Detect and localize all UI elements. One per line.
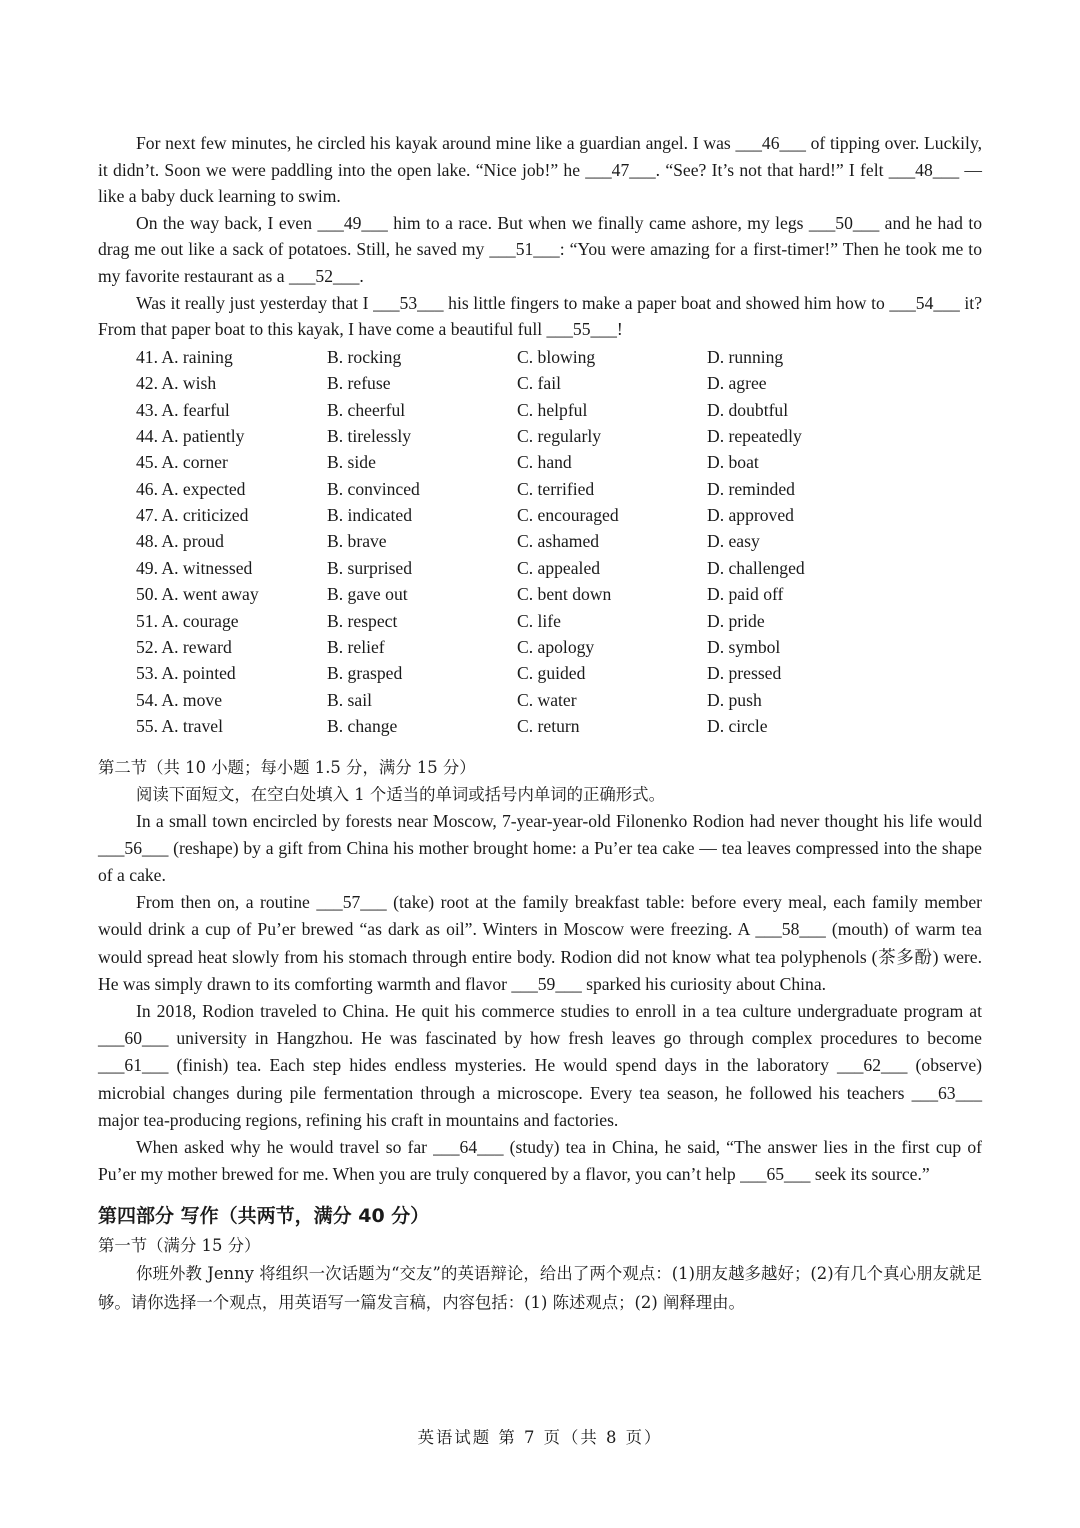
option-choice: D. doubtful	[707, 399, 789, 420]
option-choice: B. brave	[327, 531, 387, 552]
option-choice: D. push	[707, 689, 762, 710]
section-2-title: 第二节（共 10 小题；每小题 1.5 分，满分 15 分）	[98, 757, 476, 777]
option-choice: D. circle	[707, 716, 768, 737]
option-choice: 52. A. reward	[136, 637, 232, 658]
option-row	[98, 370, 982, 396]
option-choice: B. refuse	[327, 373, 391, 394]
grammar-paragraph: In 2018, Rodion traveled to China. He quit his commerce studies to enroll in a tea culture undergraduate program at ___60___ university in Hangzhou. He was fascinated by how fresh leaves go through complex procedures to become ___61___ (finish) tea. Each step hides endless mysteries. He would spend days in the laboratory ___62___ (observe) microbial changes during pile fermentation through a microscope. Every tea season, he followed his teachers ___63___ major tea-producing regions, refining his craft in mountains and factories.	[98, 1001, 982, 1130]
option-choice: D. pride	[707, 610, 765, 631]
option-choice: D. easy	[707, 531, 760, 552]
option-choice: D. symbol	[707, 637, 781, 658]
grammar-paragraph: In a small town encircled by forests near Moscow, 7-year-year-old Filonenko Rodion had never thought his life would ___56___ (reshape) by a gift from China his mother brought home: a Pu’er tea cake — tea leaves compressed into the shape of a cake.	[98, 810, 982, 886]
option-choice: 41. A. raining	[136, 346, 233, 367]
option-choice: B. change	[327, 716, 398, 737]
option-choice: C. appealed	[517, 557, 601, 578]
option-choice: D. repeatedly	[707, 425, 802, 446]
option-choice: C. bent down	[517, 584, 612, 605]
option-choice: B. rocking	[327, 346, 402, 367]
option-choice: 54. A. move	[136, 689, 223, 710]
grammar-fill-passage	[98, 808, 982, 1189]
option-choice: D. approved	[707, 505, 794, 526]
option-row	[98, 449, 982, 475]
option-row	[98, 581, 982, 607]
option-choice: D. paid off	[707, 584, 784, 605]
grammar-paragraph: When asked why he would travel so far ___64___ (study) tea in China, he said, “The answer lies in the first cup of Pu’er my mother brewed for me. When you are truly conquered by a flavor, you can’t help ___65___ seek its source.”	[98, 1137, 982, 1185]
option-row	[98, 502, 982, 528]
cloze-options	[98, 344, 982, 740]
option-row	[98, 687, 982, 713]
grammar-paragraph: From then on, a routine ___57___ (take) root at the family breakfast table: before every meal, each family member would drink a cup of Pu’er brewed “as dark as oil”. Winters in Moscow were freezing. A ___58___ (mouth) of warm tea would spread heat slowly from his stomach through entire body. Rodion did not know what tea polyphenols (茶多酚) were. He was simply drawn to its comforting warmth and flavor ___59___ sparked his curiosity about China.	[98, 892, 982, 994]
option-choice: B. side	[327, 452, 376, 473]
option-choice: D. boat	[707, 452, 759, 473]
option-choice: C. helpful	[517, 399, 588, 420]
cloze-paragraph: Was it really just yesterday that I ___53___ his little fingers to make a paper boat and showed him how to ___54___ it? From that paper boat to this kayak, I have come a beautiful full ___55___!	[98, 292, 982, 340]
option-choice: B. sail	[327, 689, 372, 710]
option-choice: C. hand	[517, 452, 572, 473]
option-choice: B. cheerful	[327, 399, 406, 420]
option-choice: C. terrified	[517, 478, 595, 499]
option-choice: C. guided	[517, 663, 586, 684]
option-choice: B. relief	[327, 637, 385, 658]
option-choice: 47. A. criticized	[136, 505, 249, 526]
option-choice: B. convinced	[327, 478, 420, 499]
writing-task: 你班外教 Jenny 将组织一次话题为“交友”的英语辩论，给出了两个观点：(1)朋友越多越好；(2)有几个真心朋友就足够。请你选择一个观点，用英语写一篇发言稿，内容包括：(1) 陈述观点；(2) 阐释理由。	[98, 1264, 982, 1313]
option-choice: D. pressed	[707, 663, 782, 684]
option-choice: B. tirelessly	[327, 425, 412, 446]
cloze-passage	[98, 130, 982, 343]
option-choice: 45. A. corner	[136, 452, 228, 473]
option-choice: C. fail	[517, 373, 561, 394]
option-choice: 55. A. travel	[136, 716, 223, 737]
option-row	[98, 423, 982, 449]
option-choice: C. encouraged	[517, 505, 619, 526]
option-choice: C. life	[517, 610, 561, 631]
option-choice: B. grasped	[327, 663, 403, 684]
option-choice: C. blowing	[517, 346, 596, 367]
option-row	[98, 397, 982, 423]
option-choice: 43. A. fearful	[136, 399, 230, 420]
option-row	[98, 713, 982, 739]
writing-section-1-title: 第一节（满分 15 分）	[98, 1236, 261, 1256]
option-choice: 46. A. expected	[136, 478, 246, 499]
option-choice: D. running	[707, 346, 784, 367]
section-2-instruction: 阅读下面短文，在空白处填入 1 个适当的单词或括号内单词的正确形式。	[136, 784, 665, 804]
option-choice: 44. A. patiently	[136, 425, 245, 446]
option-row	[98, 344, 982, 370]
option-choice: 42. A. wish	[136, 373, 217, 394]
option-choice: 50. A. went away	[136, 584, 259, 605]
option-row	[98, 634, 982, 660]
option-choice: 53. A. pointed	[136, 663, 236, 684]
option-row	[98, 528, 982, 554]
option-choice: 51. A. courage	[136, 610, 239, 631]
option-choice: 49. A. witnessed	[136, 557, 253, 578]
option-row	[98, 476, 982, 502]
page-footer: 英语试题 第 7 页（共 8 页）	[417, 1428, 663, 1447]
option-choice: B. respect	[327, 610, 398, 631]
option-choice: 48. A. proud	[136, 531, 224, 552]
option-choice: C. water	[517, 689, 577, 710]
option-choice: B. surprised	[327, 557, 413, 578]
option-row	[98, 555, 982, 581]
option-choice: D. challenged	[707, 557, 805, 578]
option-choice: B. indicated	[327, 505, 413, 526]
exam-page	[98, 130, 982, 1317]
part-4-title: 第四部分 写作（共两节，满分 40 分）	[98, 1205, 430, 1228]
cloze-paragraph: On the way back, I even ___49___ him to a race. But when we finally came ashore, my legs ___50___ and he had to drag me out like a sack of potatoes. Still, he saved my ___51___: “You were amazing for a first-timer!” Then he took me to my favorite restaurant as a ___52___.	[98, 212, 982, 286]
option-row	[98, 608, 982, 634]
option-choice: D. reminded	[707, 478, 795, 499]
option-choice: C. return	[517, 716, 580, 737]
cloze-paragraph: For next few minutes, he circled his kayak around mine like a guardian angel. I was ___46___ of tipping over. Luckily, it didn’t. Soon we were paddling into the open lake. “Nice job!” he ___47___. “See? It’s not that hard!” I felt ___48___ — like a baby duck learning to swim.	[98, 133, 982, 207]
option-row	[98, 660, 982, 686]
option-choice: C. regularly	[517, 425, 602, 446]
option-choice: D. agree	[707, 373, 767, 394]
option-choice: C. apology	[517, 637, 595, 658]
option-choice: C. ashamed	[517, 531, 600, 552]
option-choice: B. gave out	[327, 584, 408, 605]
